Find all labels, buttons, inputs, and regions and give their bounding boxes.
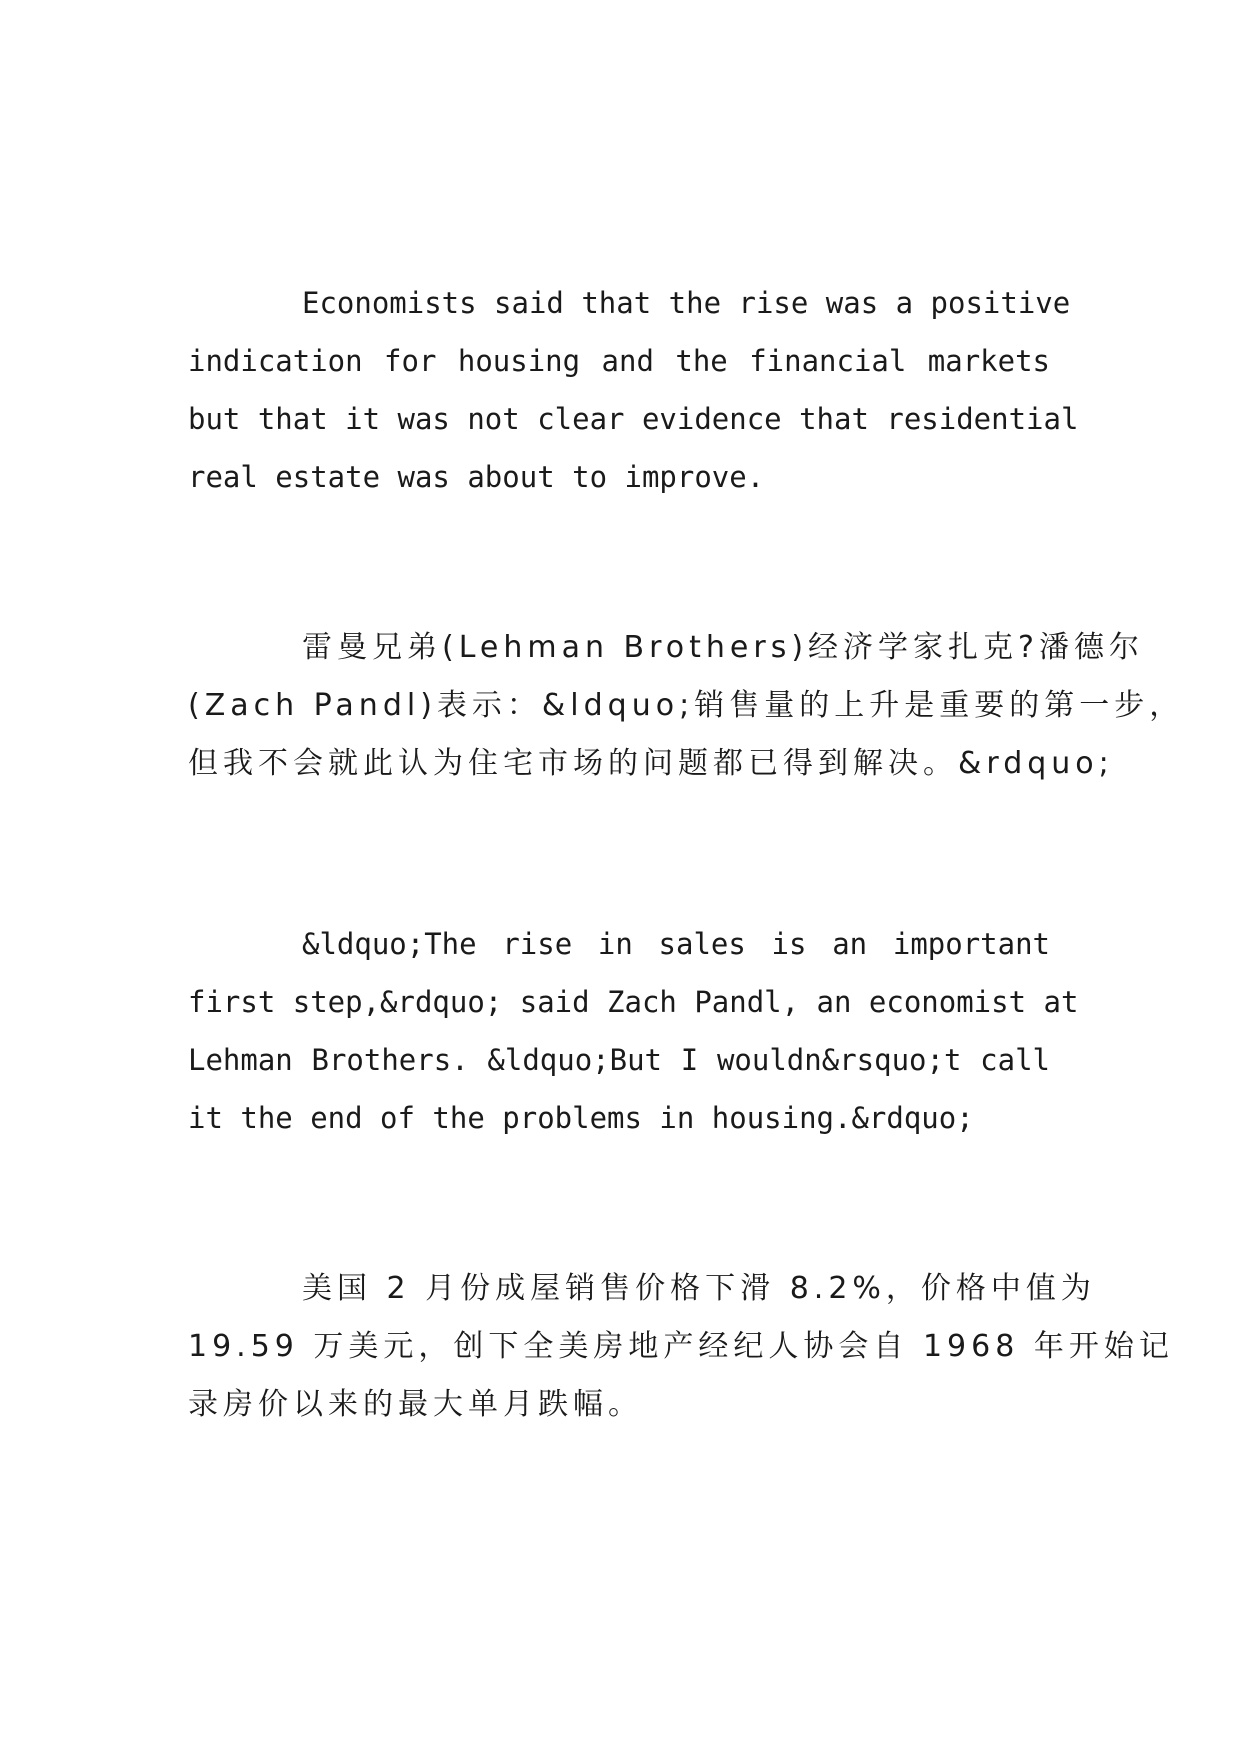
paragraph-line: Economists said that the rise was a positive bbox=[302, 286, 1071, 320]
paragraph-pandl-quote-english bbox=[188, 915, 1079, 1147]
paragraph-economists-english bbox=[188, 274, 1079, 506]
paragraph-line: it the end of the problems in housing.&rdquo; bbox=[188, 1101, 974, 1135]
paragraph-line: (Zach Pandl)表示：&ldquo;销售量的上升是重要的第一步， bbox=[188, 688, 1185, 723]
paragraph-line: &ldquo;The rise in sales is an important bbox=[302, 927, 1050, 961]
paragraph-line: 雷曼兄弟(Lehman Brothers)经济学家扎克?潘德尔 bbox=[302, 630, 1144, 665]
paragraph-line: real estate was about to improve. bbox=[188, 460, 765, 494]
paragraph-line: 但我不会就此认为住宅市场的问题都已得到解决。&rdquo; bbox=[188, 746, 1114, 781]
paragraph-line: indication for housing and the financial markets bbox=[188, 344, 1050, 378]
paragraph-pandl-quote-chinese bbox=[188, 619, 1185, 793]
paragraph-line: 美国 2 月份成屋销售价格下滑 8.2%，价格中值为 bbox=[302, 1271, 1096, 1306]
paragraph-line: Lehman Brothers. &ldquo;But I wouldn&rsquo;t call bbox=[188, 1043, 1050, 1077]
paragraph-line: but that it was not clear evidence that residential bbox=[188, 402, 1079, 436]
paragraph-price-decline-chinese bbox=[188, 1260, 1174, 1434]
paragraph-line: 录房价以来的最大单月跌幅。 bbox=[188, 1387, 643, 1422]
paragraph-line: 19.59 万美元，创下全美房地产经纪人协会自 1968 年开始记 bbox=[188, 1329, 1174, 1364]
paragraph-line: first step,&rdquo; said Zach Pandl, an economist at bbox=[188, 985, 1079, 1019]
